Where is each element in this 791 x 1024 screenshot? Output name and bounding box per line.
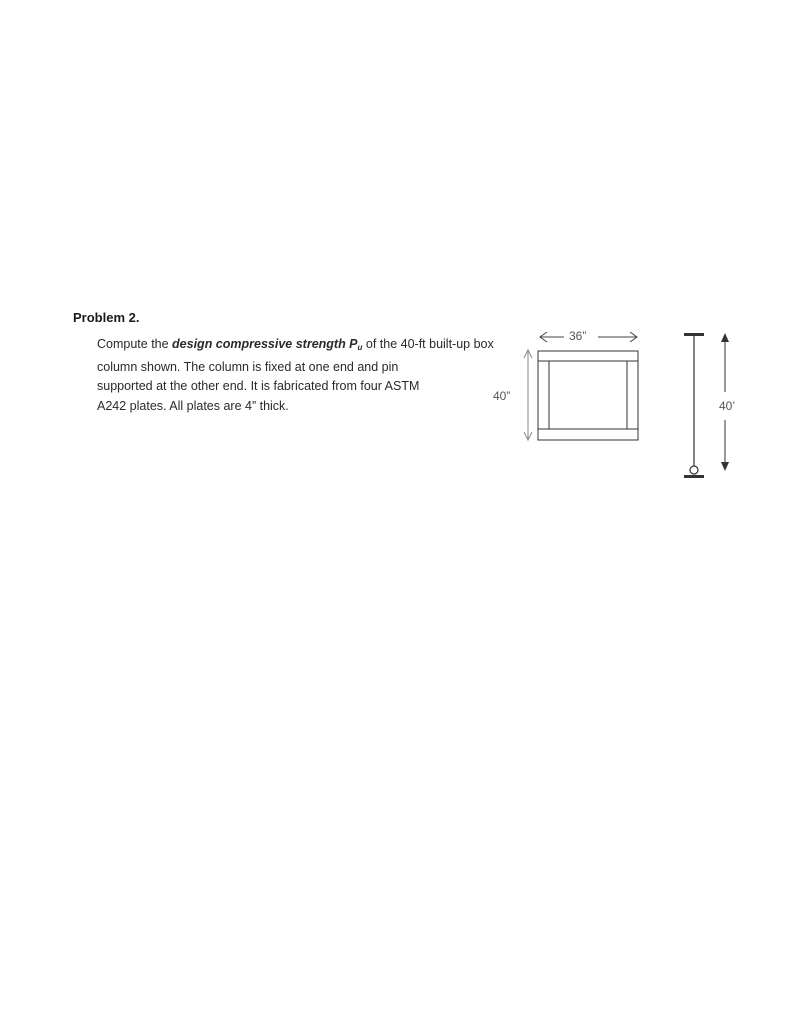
width-label: 36”: [569, 329, 587, 343]
design-strength-text: design compressive strength P: [172, 337, 358, 351]
pin-base-icon: [684, 475, 704, 478]
problem-heading: Problem 2.: [73, 310, 140, 325]
statement-line-3: supported at the other end. It is fabricated from four ASTM: [97, 379, 420, 393]
bottom-plate: [538, 429, 638, 440]
statement-line-2: column shown. The column is fixed at one end and pin: [97, 359, 399, 374]
fixed-support-icon: [684, 333, 704, 336]
height-dimension: [524, 350, 532, 440]
box-section-diagram: [538, 351, 638, 440]
pin-support-icon: [690, 466, 698, 474]
column-elevation: [684, 333, 704, 478]
top-plate: [538, 351, 638, 361]
column-length-label: 40’: [719, 399, 736, 413]
subscript-u: u: [357, 343, 363, 352]
arrow-up-icon: [721, 333, 729, 342]
statement-text: of the 40-ft built-up box: [362, 337, 494, 351]
height-label: 40”: [493, 389, 511, 403]
statement-text: Compute the: [97, 337, 173, 351]
box-outline: [538, 351, 638, 440]
width-dimension: [540, 332, 637, 342]
left-plate: [538, 361, 549, 429]
right-plate: [627, 361, 638, 429]
statement-line-4: A242 plates. All plates are 4” thick.: [97, 398, 289, 413]
arrow-down-icon: [721, 462, 729, 471]
